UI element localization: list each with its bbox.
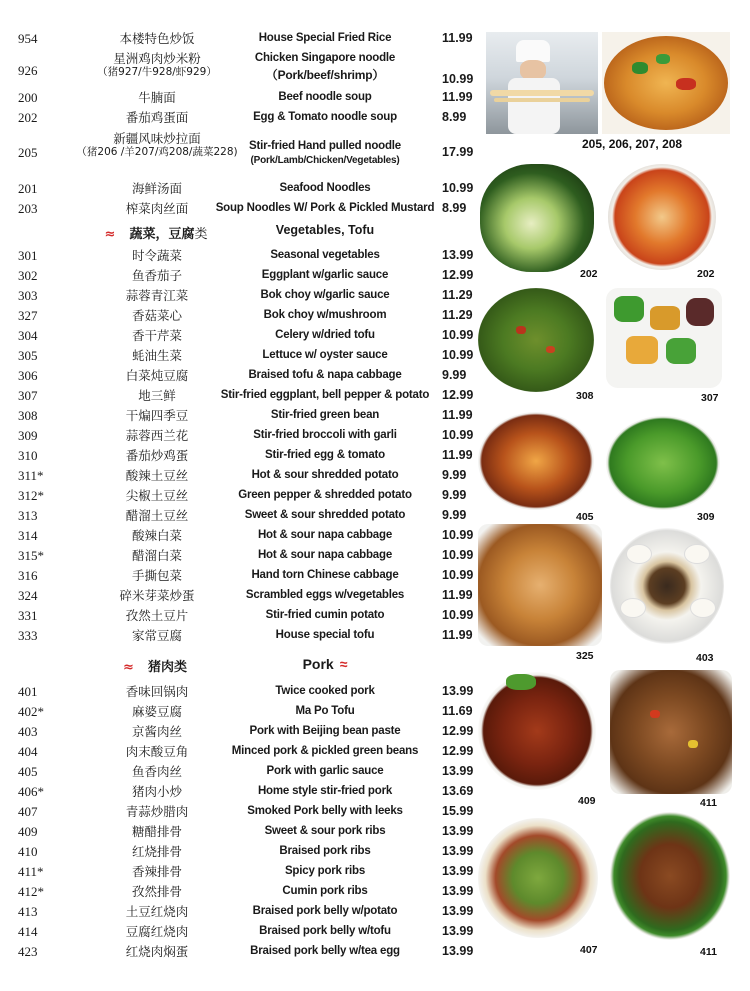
item-price: 17.99 (442, 145, 474, 159)
item-english-variants: (Pork/Lamb/Chicken/Vegetables) (250, 155, 400, 166)
photo-caption-8: 403 (696, 652, 714, 664)
item-price: 13.99 (442, 884, 474, 898)
item-english-name (210, 288, 440, 303)
item-chinese-main: 豆腐红烧肉 (125, 924, 189, 939)
photo-dry-fried-green-beans (476, 286, 596, 396)
item-number: 311* (18, 468, 44, 483)
item-number: 413 (18, 904, 38, 919)
item-english-main: Seasonal vegetables (270, 249, 380, 261)
item-english-main: House Special Fried Rice (258, 32, 392, 44)
item-price: 13.99 (442, 764, 474, 778)
item-english-name (210, 488, 440, 503)
item-number: 327 (18, 308, 38, 323)
item-price: 13.99 (442, 924, 474, 938)
section-title-chinese (80, 656, 230, 675)
photo-column (470, 0, 750, 991)
item-price: 10.99 (442, 608, 474, 622)
item-chinese-main: 香味回锅肉 (125, 684, 189, 699)
item-price: 13.99 (442, 248, 474, 262)
section-title-english (215, 656, 435, 672)
item-price: 11.29 (442, 288, 473, 302)
item-number: 409 (18, 824, 38, 839)
photo-cumin-potato (478, 524, 602, 646)
photo-hand-pulled-noodles (602, 32, 730, 134)
item-english-main: House special tofu (275, 629, 375, 641)
item-number: 402* (18, 704, 44, 719)
item-english-name (210, 110, 440, 125)
item-price: 13.99 (442, 904, 474, 918)
item-number: 312* (18, 488, 44, 503)
item-english-main: Soup Noodles W/ Pork & Pickled Mustard (215, 202, 435, 214)
item-english-name (210, 904, 440, 919)
item-chinese-variants: （猪206 /羊207/鸡208/蔬菜228) (76, 146, 238, 158)
item-english-name (210, 628, 440, 643)
item-number: 201 (18, 181, 38, 196)
item-chinese-main: 海鲜汤面 (131, 181, 182, 196)
item-price: 10.99 (442, 428, 474, 442)
item-price: 9.99 (442, 468, 467, 482)
item-price: 10.99 (442, 568, 474, 582)
item-english-main: Hand torn Chinese cabbage (251, 569, 399, 581)
item-number: 313 (18, 508, 38, 523)
item-number: 405 (18, 764, 38, 779)
item-english-name (210, 944, 440, 959)
item-english-name (210, 388, 440, 403)
item-english-main: Smoked Pork belly with leeks (247, 805, 403, 817)
section-wave-mark: ≈ (104, 227, 116, 242)
item-price: 13.99 (442, 824, 474, 838)
item-english-main: Minced pork & pickled green beans (231, 745, 419, 757)
item-price: 10.99 (442, 181, 474, 195)
photo-tomato-egg-noodle-soup (604, 162, 720, 274)
item-chinese-main: 番茄鸡蛋面 (125, 110, 189, 125)
photo-caption-5: 405 (576, 511, 594, 523)
item-chinese-main: 肉末酸豆角 (125, 744, 189, 759)
item-english-name (210, 568, 440, 583)
photo-caption-3: 308 (576, 390, 594, 402)
photo-caption-9: 409 (578, 795, 596, 807)
item-english-name (210, 608, 440, 623)
item-number: 926 (18, 63, 38, 78)
item-price: 13.99 (442, 944, 474, 958)
item-number: 316 (18, 568, 38, 583)
item-price: 11.99 (442, 628, 473, 642)
item-english-name (210, 684, 440, 699)
item-chinese-main: 番茄炒鸡蛋 (125, 448, 189, 463)
item-number: 200 (18, 90, 38, 105)
section-title-chinese-bold: 猪肉类 (147, 660, 187, 675)
item-english-name (210, 724, 440, 739)
item-chinese-main: 蒜蓉青江菜 (125, 288, 189, 303)
item-english-main: Chicken Singapore noodle (254, 52, 396, 64)
photo-broccoli (604, 414, 722, 512)
item-price: 11.99 (442, 448, 473, 462)
item-price: 11.99 (442, 408, 473, 422)
photo-pork-garlic-sauce (476, 410, 596, 512)
item-chinese-main: 鱼香肉丝 (131, 764, 182, 779)
item-price: 13.99 (442, 844, 474, 858)
item-chinese-main: 酸辣白菜 (131, 528, 182, 543)
item-number: 202 (18, 110, 38, 125)
item-chinese-main: 醋溜土豆丝 (125, 508, 189, 523)
item-english-main: Hot & sour napa cabbage (257, 549, 393, 561)
item-number: 307 (18, 388, 38, 403)
item-number: 403 (18, 724, 38, 739)
item-english-name (210, 139, 440, 167)
item-chinese-main: 榨菜肉丝面 (125, 201, 189, 216)
photo-caption-2: 202 (697, 268, 715, 280)
item-english-main: Pork with Beijing bean paste (249, 725, 401, 737)
item-english-main: Hot & sour napa cabbage (257, 529, 393, 541)
photo-caption-1: 202 (580, 268, 598, 280)
item-english-main: Eggplant w/garlic sauce (261, 269, 389, 281)
item-number: 406* (18, 784, 44, 799)
item-chinese-main: 酸辣土豆丝 (125, 468, 189, 483)
item-number: 203 (18, 201, 38, 216)
photo-smoked-pork-leeks (476, 814, 600, 942)
photo-caption-7: 325 (576, 650, 594, 662)
item-english-variants: （Pork/beef/shrimp） (265, 68, 385, 82)
item-number: 954 (18, 31, 38, 46)
item-chinese-main: 干煸四季豆 (125, 408, 189, 423)
item-english-name (210, 51, 440, 84)
photo-braised-pork-belly (608, 810, 732, 944)
item-english-name (210, 90, 440, 105)
item-chinese-main: 青蒜炒腊肉 (125, 804, 189, 819)
item-english-name (210, 764, 440, 779)
item-number: 331 (18, 608, 38, 623)
item-number: 309 (18, 428, 38, 443)
item-number: 301 (18, 248, 38, 263)
item-price: 12.99 (442, 744, 474, 758)
item-chinese-main: 蒜蓉西兰花 (125, 428, 189, 443)
item-english-name (210, 348, 440, 363)
item-number: 414 (18, 924, 38, 939)
item-chinese-main: 红烧肉焖蛋 (125, 944, 189, 959)
section-title-english: Vegetables, Tofu (275, 223, 375, 237)
item-price: 13.99 (442, 864, 474, 878)
item-english-main: Cumin pork ribs (282, 885, 368, 897)
item-english-name (210, 548, 440, 563)
item-chinese-main: 地三鲜 (138, 388, 176, 403)
item-number: 333 (18, 628, 38, 643)
item-english-main: Ma Po Tofu (295, 705, 355, 717)
item-chinese-main: 香菇菜心 (131, 308, 182, 323)
item-chinese-main: 醋溜白菜 (131, 548, 182, 563)
item-english-main: Braised pork ribs (279, 845, 371, 857)
item-english-main: Braised pork belly w/tofu (259, 925, 391, 937)
section-wave-mark: ≈ (123, 660, 134, 675)
item-price: 12.99 (442, 268, 474, 282)
section-title-chinese-suffix: 类 (194, 227, 208, 242)
item-number: 401 (18, 684, 38, 699)
item-english-main: Stir-fried cumin potato (265, 609, 385, 621)
photo-caption-12: 411 (700, 946, 717, 958)
item-english-main: Lettuce w/ oyster sauce (262, 349, 388, 361)
item-number: 302 (18, 268, 38, 283)
item-number: 310 (18, 448, 38, 463)
item-chinese-main: 蚝油生菜 (131, 348, 182, 363)
item-english-main: Home style stir-fried pork (257, 785, 393, 797)
item-english-main: Braised pork belly w/potato (252, 905, 398, 917)
item-english-name (210, 328, 440, 343)
item-price: 11.99 (442, 31, 473, 45)
item-english-main: Bok choy w/garlic sauce (260, 289, 390, 301)
item-english-name (210, 181, 440, 196)
photo-caption-6: 309 (697, 511, 715, 523)
item-price: 13.99 (442, 684, 474, 698)
item-english-name (210, 428, 440, 443)
item-chinese-variants: （猪927/牛928/虾929） (97, 66, 217, 78)
item-number: 407 (18, 804, 38, 819)
item-english-main: Sweet & sour shredded potato (244, 509, 406, 521)
item-english-name (210, 248, 440, 263)
item-chinese-main: 土豆红烧肉 (125, 904, 189, 919)
item-english-main: Hot & sour shredded potato (251, 469, 399, 481)
item-chinese-main: 家常豆腐 (131, 628, 182, 643)
item-chinese-main: 时令蔬菜 (131, 248, 182, 263)
item-number: 404 (18, 744, 38, 759)
item-english-name (210, 924, 440, 939)
item-english-main: Stir-fried green bean (270, 409, 380, 421)
item-english-name (210, 468, 440, 483)
item-english-main: Seafood Noodles (279, 182, 371, 194)
item-english-main: Beef noodle soup (278, 91, 372, 103)
item-chinese-main: 麻婆豆腐 (131, 704, 182, 719)
item-english-main: Bok choy w/mushroom (263, 309, 387, 321)
section-title-chinese-bold: 蔬菜，豆腐 (129, 227, 195, 242)
item-price: 11.99 (442, 90, 473, 104)
item-price: 11.29 (442, 308, 473, 322)
item-number: 315* (18, 548, 44, 563)
item-chinese-main: 孜然土豆片 (125, 608, 189, 623)
item-english-name (210, 744, 440, 759)
item-chinese-main: 鱼香茄子 (131, 268, 182, 283)
item-chinese-main: 白菜炖豆腐 (125, 368, 189, 383)
item-english-name (210, 528, 440, 543)
item-chinese-main: 香干芹菜 (131, 328, 182, 343)
photo-di-san-xian (606, 286, 722, 390)
item-english-name (210, 864, 440, 879)
item-english-main: Braised tofu & napa cabbage (248, 369, 402, 381)
item-chinese-main: 手撕包菜 (131, 568, 182, 583)
item-price: 10.99 (442, 548, 474, 562)
item-chinese-main: 尖椒土豆丝 (125, 488, 189, 503)
item-price: 10.99 (442, 528, 474, 542)
item-english-main: Egg & Tomato noodle soup (253, 111, 397, 123)
item-price: 8.99 (442, 110, 467, 124)
photo-beijing-pork (608, 526, 726, 646)
item-number: 410 (18, 844, 38, 859)
item-number: 303 (18, 288, 38, 303)
item-english-main: Celery w/dried tofu (275, 329, 375, 341)
photo-caption-11: 407 (580, 944, 598, 956)
item-price: 9.99 (442, 488, 467, 502)
item-english-main: Stir-fried egg & tomato (265, 449, 385, 461)
item-number: 314 (18, 528, 38, 543)
item-english-name (210, 448, 440, 463)
item-price: 10.99 (442, 348, 474, 362)
item-number: 205 (18, 145, 38, 160)
item-english-main: Stir-fried eggplant, bell pepper & potato (220, 389, 430, 401)
item-english-main: Stir-fried Hand pulled noodle (248, 140, 401, 152)
item-number: 324 (18, 588, 38, 603)
item-chinese-main: 猪肉小炒 (131, 784, 182, 799)
item-price: 11.69 (442, 704, 473, 718)
photo-shredded-vegetables (478, 160, 596, 276)
item-english-name (210, 201, 440, 216)
photo-caption-10: 411 (700, 797, 717, 809)
item-english-name (210, 508, 440, 523)
item-english-name (210, 31, 440, 46)
section-title-english-text: Pork (302, 656, 334, 672)
item-english-name (210, 884, 440, 899)
photo-caption-noodles: 205, 206, 207, 208 (582, 137, 683, 151)
item-chinese-main: 香辣排骨 (131, 864, 182, 879)
item-english-name (210, 824, 440, 839)
item-price: 9.99 (442, 508, 467, 522)
item-english-main: Braised pork belly w/tea egg (250, 945, 400, 957)
item-number: 411* (18, 864, 44, 879)
item-chinese-main: 糖醋排骨 (131, 824, 182, 839)
photo-sweet-sour-ribs (476, 668, 598, 794)
item-number: 412* (18, 884, 44, 899)
item-number: 306 (18, 368, 38, 383)
item-english-main: Stir-fried broccoli with garli (253, 429, 397, 441)
item-price: 8.99 (442, 201, 467, 215)
item-price: 10.99 (442, 72, 474, 86)
item-english-main: Twice cooked pork (275, 685, 375, 697)
photo-chef-pulling-noodles (486, 32, 598, 134)
item-price: 12.99 (442, 388, 474, 402)
item-price: 10.99 (442, 328, 474, 342)
item-english-name (210, 408, 440, 423)
item-price: 15.99 (442, 804, 474, 818)
item-chinese-main: 本楼特色炒饭 (119, 31, 195, 46)
item-price: 13.69 (442, 784, 474, 798)
item-english-main: Scrambled eggs w/vegetables (245, 589, 405, 601)
section-wave-mark: ≈ (339, 656, 348, 672)
item-english-name (210, 804, 440, 819)
item-chinese-main: 碎米芽菜炒蛋 (119, 588, 195, 603)
item-english-name (210, 588, 440, 603)
item-number: 308 (18, 408, 38, 423)
item-number: 423 (18, 944, 38, 959)
item-english-name (210, 844, 440, 859)
item-chinese-main: 孜然排骨 (131, 884, 182, 899)
item-number: 305 (18, 348, 38, 363)
item-english-main: Sweet & sour pork ribs (264, 825, 386, 837)
item-price: 9.99 (442, 368, 467, 382)
item-english-name (210, 704, 440, 719)
item-english-name (210, 268, 440, 283)
item-chinese-main: 新疆风味炒拉面 (113, 131, 201, 146)
item-price: 11.99 (442, 588, 473, 602)
item-price: 12.99 (442, 724, 474, 738)
item-english-main: Spicy pork ribs (284, 865, 366, 877)
item-english-name (210, 784, 440, 799)
item-english-main: Pork with garlic sauce (266, 765, 384, 777)
photo-spicy-ribs (610, 670, 732, 794)
item-chinese-main: 红烧排骨 (131, 844, 182, 859)
item-chinese-main: 星洲鸡肉炒米粉 (113, 51, 201, 66)
item-english-name (210, 308, 440, 323)
item-chinese-main: 牛腩面 (138, 90, 176, 105)
item-number: 304 (18, 328, 38, 343)
photo-caption-4: 307 (701, 392, 719, 404)
item-english-name (210, 368, 440, 383)
item-chinese-main: 京酱肉丝 (131, 724, 182, 739)
item-english-main: Green pepper & shredded potato (238, 489, 412, 501)
